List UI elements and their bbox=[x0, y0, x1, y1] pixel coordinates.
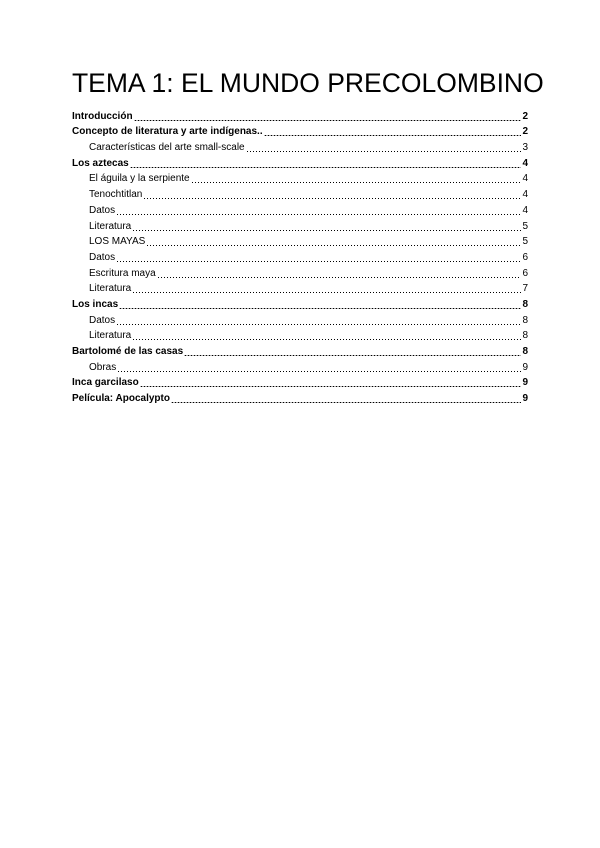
toc-entry-label: Datos bbox=[89, 314, 116, 326]
toc-entry-label: Película: Apocalypto bbox=[72, 393, 170, 405]
toc-page-number: 4 bbox=[522, 204, 528, 216]
toc-entry-concepto[interactable] bbox=[72, 124, 528, 140]
toc-dot-leader bbox=[143, 198, 521, 199]
toc-dot-leader bbox=[132, 230, 521, 231]
toc-page-number: 8 bbox=[522, 298, 528, 310]
toc-page-number: 5 bbox=[522, 220, 528, 232]
toc-dot-leader bbox=[184, 355, 521, 356]
toc-dot-leader bbox=[146, 245, 521, 246]
toc-page-number: 9 bbox=[522, 377, 528, 389]
toc-dot-leader bbox=[134, 120, 522, 121]
toc-page-number: 9 bbox=[522, 361, 528, 373]
toc-entry-label: Literatura bbox=[89, 220, 132, 232]
toc-entry-label: Introducción bbox=[72, 110, 133, 122]
toc-dot-leader bbox=[171, 402, 521, 403]
toc-entry-label: LOS MAYAS bbox=[89, 236, 146, 248]
toc-entry-label: Tenochtitlan bbox=[89, 189, 143, 201]
toc-page-number: 9 bbox=[522, 393, 528, 405]
toc-entry-literatura-incas[interactable] bbox=[72, 328, 528, 344]
toc-dot-leader bbox=[117, 371, 521, 372]
toc-entry-mayas[interactable] bbox=[72, 234, 528, 250]
toc-dot-leader bbox=[191, 182, 522, 183]
toc-entry-incas[interactable] bbox=[72, 296, 528, 312]
toc-entry-label: Características del arte small-scale bbox=[89, 142, 245, 154]
toc-page-number: 8 bbox=[522, 346, 528, 357]
toc-entry-caracteristicas[interactable] bbox=[72, 139, 528, 155]
toc-entry-label: Concepto de literatura y arte indígenas.. bbox=[72, 126, 263, 138]
toc-entry-bartolome[interactable] bbox=[72, 343, 528, 359]
toc-page-number: 3 bbox=[522, 142, 528, 154]
toc-entry-label: El águila y la serpiente bbox=[89, 173, 190, 185]
toc-entry-pelicula[interactable] bbox=[72, 390, 528, 406]
toc-entry-literatura-mayas[interactable] bbox=[72, 281, 528, 297]
toc-entry-obras[interactable] bbox=[72, 359, 528, 375]
toc-page-number: 4 bbox=[522, 157, 528, 169]
toc-page-number: 4 bbox=[522, 189, 528, 201]
toc-entry-escritura-maya[interactable] bbox=[72, 265, 528, 281]
toc-dot-leader bbox=[157, 277, 522, 278]
toc-page-number: 8 bbox=[522, 330, 528, 342]
toc-entry-datos-aztecas[interactable] bbox=[72, 202, 528, 218]
toc-entry-inca-garcilaso[interactable] bbox=[72, 375, 528, 391]
toc-entry-datos-mayas[interactable] bbox=[72, 249, 528, 265]
toc-dot-leader bbox=[132, 339, 521, 340]
table-of-contents bbox=[72, 108, 528, 406]
toc-page-number: 4 bbox=[522, 173, 528, 185]
toc-page-number: 8 bbox=[522, 314, 528, 326]
toc-dot-leader bbox=[246, 151, 522, 152]
toc-page-number: 6 bbox=[522, 251, 528, 263]
toc-dot-leader bbox=[132, 292, 521, 293]
toc-dot-leader bbox=[116, 324, 521, 325]
toc-entry-introduccion[interactable] bbox=[72, 108, 528, 124]
toc-dot-leader bbox=[116, 214, 521, 215]
toc-entry-label: Bartolomé de las casas bbox=[72, 346, 184, 357]
toc-entry-label: Literatura bbox=[89, 330, 132, 342]
toc-dot-leader bbox=[130, 167, 522, 168]
toc-dot-leader bbox=[264, 135, 522, 136]
toc-entry-aztecas[interactable] bbox=[72, 155, 528, 171]
toc-page-number: 2 bbox=[522, 110, 528, 122]
toc-entry-label: Datos bbox=[89, 251, 116, 263]
toc-entry-label: Inca garcilaso bbox=[72, 377, 139, 389]
toc-entry-label: Datos bbox=[89, 204, 116, 216]
toc-page-number: 2 bbox=[522, 126, 528, 138]
toc-entry-aguila[interactable] bbox=[72, 171, 528, 187]
toc-dot-leader bbox=[116, 261, 521, 262]
toc-entry-datos-incas[interactable] bbox=[72, 312, 528, 328]
toc-page-number: 5 bbox=[522, 236, 528, 248]
toc-entry-literatura-aztecas[interactable] bbox=[72, 218, 528, 234]
toc-dot-leader bbox=[140, 386, 522, 387]
toc-page-number: 7 bbox=[522, 283, 528, 295]
toc-entry-label: Escritura maya bbox=[89, 267, 156, 279]
toc-entry-label: Obras bbox=[89, 361, 117, 373]
toc-page-number: 6 bbox=[522, 267, 528, 279]
toc-entry-label: Los aztecas bbox=[72, 157, 129, 169]
toc-entry-tenochtitlan[interactable] bbox=[72, 186, 528, 202]
toc-entry-label: Literatura bbox=[89, 283, 132, 295]
toc-entry-label: Los incas bbox=[72, 298, 119, 310]
document-title: TEMA 1: EL MUNDO PRECOLOMBINO bbox=[72, 68, 544, 98]
toc-dot-leader bbox=[119, 308, 521, 309]
